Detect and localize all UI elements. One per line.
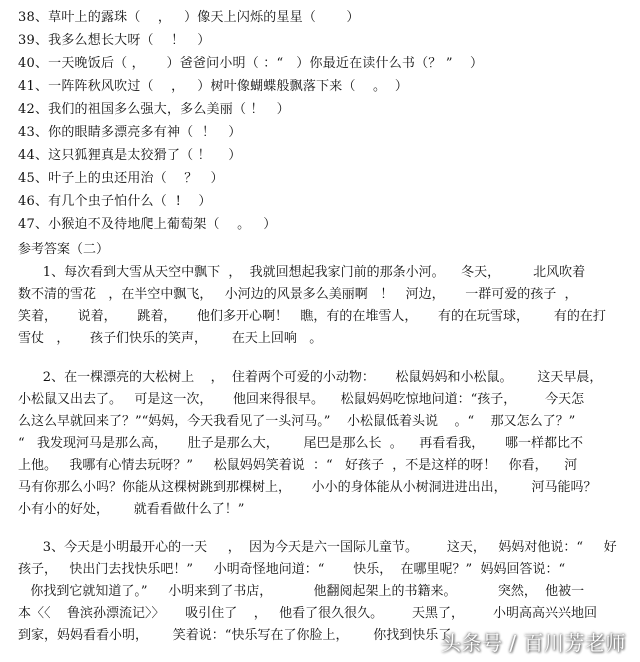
- paragraph-line: 小松鼠又出去了。 可是这一次， 他回来得很早。 松鼠妈妈吃惊地问道：“孩子， 今天怎: [18, 392, 585, 407]
- question-45: 45、叶子上的虫还用治（ ？ ）: [18, 171, 224, 186]
- paragraph-line: “ 我发现河马是那么高， 肚子是那么大， 尾巴是那么长 。 再看看我， 哪一样都比不: [18, 436, 583, 451]
- paragraph-line: 数不清的雪花 ，在半空中飘飞， 小河边的风景多么美丽啊 ！ 河边， 一群可爱的孩子 ，: [18, 287, 578, 302]
- paragraph-line: 本〈〈 鲁滨孙漂流记〉〉 吸引住了 ， 他看了很久很久。 天黑了， 小明高高兴兴地回: [18, 606, 597, 621]
- paragraph-line: 1、每次看到大雪从天空中飘下 ， 我就回想起我家门前的那条小河。 冬天， 北风吹着: [18, 265, 586, 280]
- paragraph-line: 你找到它就知道了。” 小明来到了书店， 他翻阅起架上的书籍来。 突然， 他被一: [18, 584, 585, 599]
- question-39: 39、我多么想长大呀（ ！ ）: [18, 33, 211, 48]
- paragraph-line: 2、在一棵漂亮的大松树上 ， 住着两个可爱的小动物： 松鼠妈妈和小松鼠。 这天早晨，: [18, 370, 603, 385]
- paragraph-line: 么这么早就回来了？”“妈妈，今天我看见了一头河马。” 小松鼠低着头说 。“ 那又怎么了？”: [18, 414, 576, 429]
- paragraph-line: 马有你那么小吗？你能从这棵树跳到那棵树上， 小小的身体能从小树洞进进出出， 河马能吗？: [18, 480, 597, 495]
- answer-paragraph-2: [18, 367, 626, 521]
- paragraph-line: 小有小的好处， 就看看做什么了！”: [18, 502, 245, 517]
- question-47: 47、小猴迫不及待地爬上葡萄架（ 。 ）: [18, 217, 277, 232]
- watermark: 头条号 / 百川芳老师: [441, 631, 626, 655]
- question-43: 43、你的眼睛多漂亮多有神（ ！ ）: [18, 125, 242, 140]
- question-42: 42、我们的祖国多么强大，多么美丽（ ！ ）: [18, 102, 290, 117]
- question-46: 46、有几个虫子怕什么（ ! ）: [18, 194, 212, 209]
- answer-paragraph-1: [18, 262, 626, 350]
- paragraph-line: 笑着， 说着， 跳着， 他们多开心啊！ 瞧，有的在堆雪人， 有的在玩雪球， 有的在打: [18, 309, 606, 324]
- question-40: 40、一天晚饭后（ ， ）爸爸问小明（ ：“ ）你最近在读什么书（？ ” ）: [18, 56, 484, 71]
- question-38: 38、草叶上的露珠（ ， ）像天上闪烁的星星（ ）: [18, 10, 360, 25]
- paragraph-line: 雪仗 ， 孩子们快乐的笑声， 在天上回响 。: [18, 331, 323, 346]
- paragraph-line: 到家，妈妈看看小明， 笑着说：“快乐写在了你脸上， 你找到快乐了: [18, 628, 452, 643]
- paragraph-line: 上他。 我哪有心情去玩呀？” 松鼠妈妈笑着说 ：“ 好孩子 ，不是这样的呀！ 你看， 河: [18, 458, 578, 473]
- question-41: 41、一阵阵秋风吹过（ ， ）树叶像蝴蝶般飘落下来（ 。 ）: [18, 79, 409, 94]
- paragraph-line: 3、今天是小明最开心的一天 ， 因为今天是六一国际儿童节。 这天， 妈妈对他说：“ 好: [18, 540, 617, 555]
- answers-title: 参考答案（二）: [18, 242, 110, 257]
- question-44: 44、这只狐狸真是太狡猾了（ ！ ）: [18, 148, 242, 163]
- paragraph-line: 孩子， 快出门去找快乐吧！” 小明奇怪地问道：“ 快乐， 在哪里呢？” 妈妈回答说：“: [18, 562, 566, 577]
